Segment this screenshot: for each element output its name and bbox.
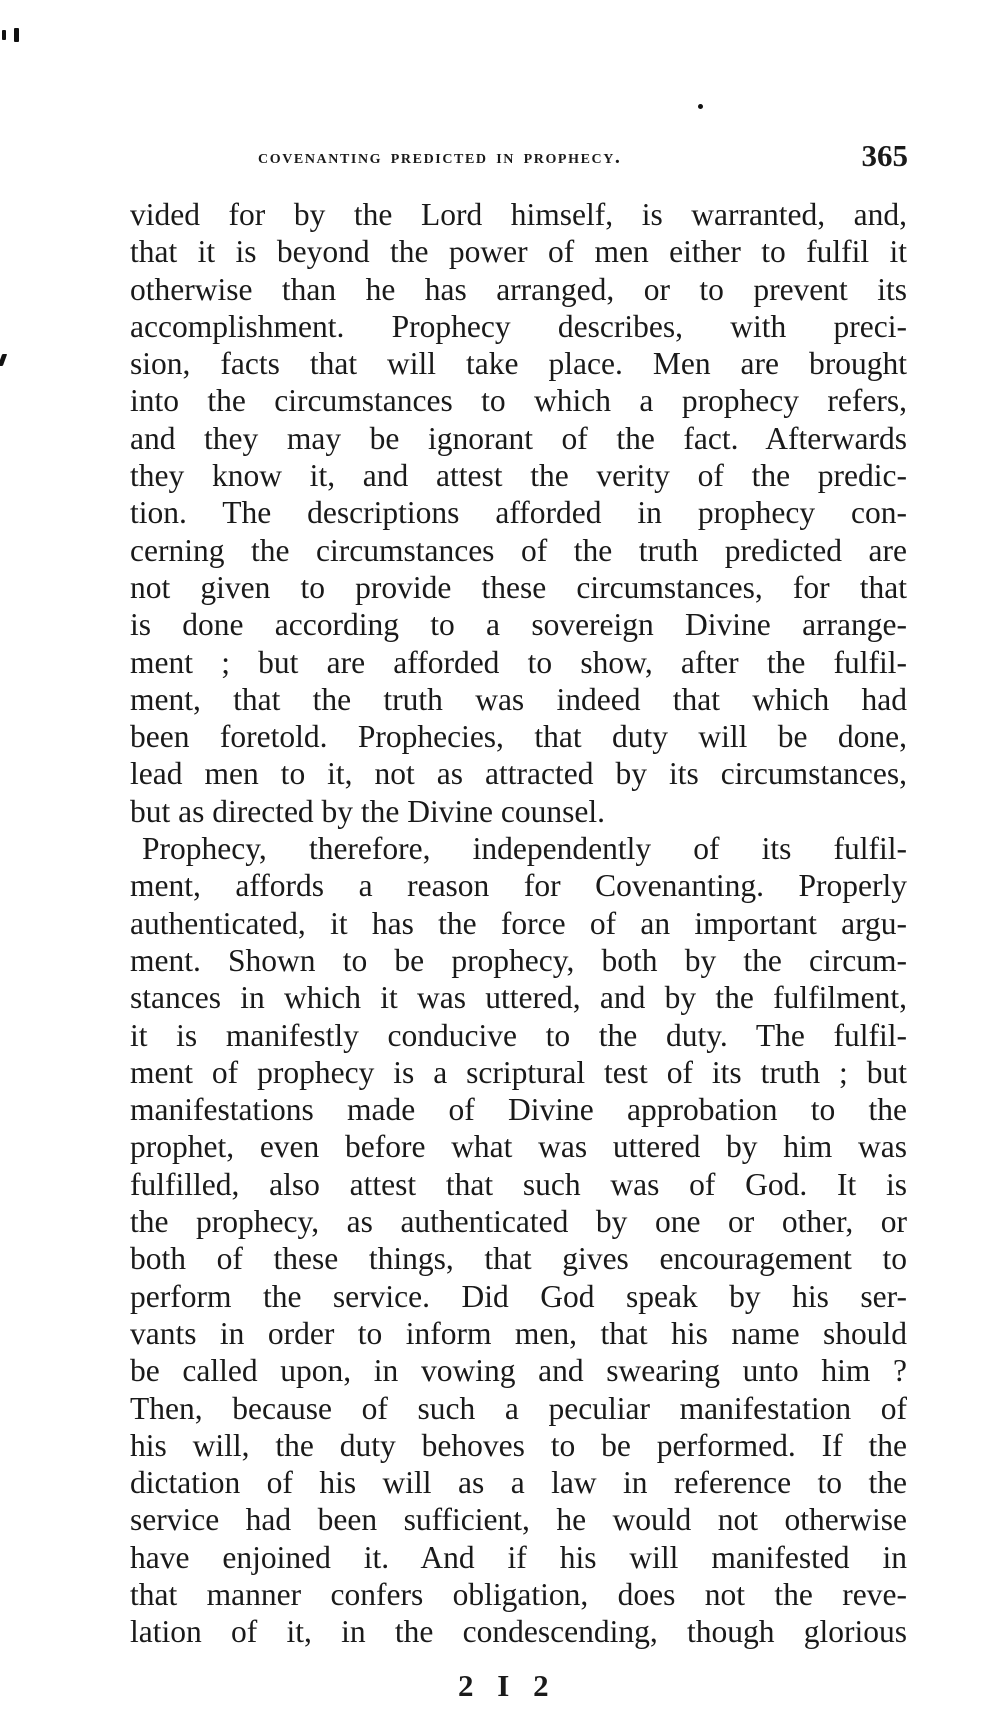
text-line: ment of prophecy is a scriptural test of its truth ; but [130,1054,907,1090]
text-line: otherwise than he has arranged, or to prevent its [130,271,907,307]
text-line: lead men to it, not as attracted by its circumstances, [130,756,907,792]
text-line: fulfilled, also attest that such was of God. It is [130,1166,907,1202]
text-line: that manner confers obligation, does not the reve- [130,1576,907,1612]
text-line: his will, the duty behoves to be performed. If the [130,1427,907,1463]
text-line: Then, because of such a peculiar manifestation of [130,1390,907,1426]
text-line: Prophecy, therefore, independently of its fulfil- [142,831,907,867]
text-line: manifestations made of Divine approbation to the [130,1092,907,1128]
text-line: been foretold. Prophecies, that duty will be done, [130,719,907,755]
text-line: have enjoined it. And if his will manifested in [130,1539,907,1575]
text-line: stances in which it was uttered, and by the fulfilment, [130,980,907,1016]
text-line: the prophecy, as authenticated by one or other, or [130,1204,907,1240]
text-line: into the circumstances to which a prophecy refers, [130,383,907,419]
paragraph-2 [130,830,907,1651]
text-line: vants in order to inform men, that his name should [130,1315,907,1351]
text-line: vided for by the Lord himself, is warranted, and, [130,197,907,232]
text-line: dictation of his will as a law in reference to the [130,1465,907,1501]
running-title: covenanting predicted in prophecy. [258,146,622,168]
text-line: ment, affords a reason for Covenanting. Properly [130,868,907,904]
text-line: and they may be ignorant of the fact. Afterwards [130,420,907,456]
scan-speck-top-left [2,30,6,40]
text-line: both of these things, that gives encouragement to [130,1241,907,1277]
text-line: service had been sufficient, he would not otherwise [130,1502,907,1538]
text-line: it is manifestly conducive to the duty. The fulfil- [130,1017,907,1053]
text-line: cerning the circumstances of the truth predicted are [130,532,907,568]
text-line: they know it, and attest the verity of the predic- [130,458,907,494]
paragraph-1 [130,196,907,830]
body-text [130,196,907,1651]
text-line: ment ; but are afforded to show, after the fulfil- [130,644,907,680]
scan-speck-top-left-2 [14,28,19,42]
text-line: perform the service. Did God speak by his ser- [130,1278,907,1314]
text-line: is done according to a sovereign Divine arrange- [130,607,907,643]
scan-speck-top-center [698,104,703,109]
text-line: ment, that the truth was indeed that which had [130,681,907,717]
text-line: ment. Shown to be prophecy, both by the circum- [130,942,907,978]
text-line: but as directed by the Divine counsel. [130,793,605,829]
text-line: not given to provide these circumstances, for that [130,569,907,605]
text-line: sion, facts that will take place. Men are brought [130,346,907,382]
text-line: authenticated, it has the force of an important argu- [130,905,907,941]
text-line: lation of it, in the condescending, though glorious [130,1614,907,1650]
running-header [258,138,908,178]
text-line: prophet, even before what was uttered by him was [130,1129,907,1165]
text-line: that it is beyond the power of men either to fulfil it [130,234,907,270]
text-line: tion. The descriptions afforded in prophecy con- [130,495,907,531]
text-line: accomplishment. Prophecy describes, with preci- [130,308,907,344]
signature-mark: 2 I 2 [458,1668,557,1703]
text-line: be called upon, in vowing and swearing unto him ? [130,1353,907,1389]
scan-speck-left-margin [0,354,7,366]
page-number: 365 [861,138,908,173]
